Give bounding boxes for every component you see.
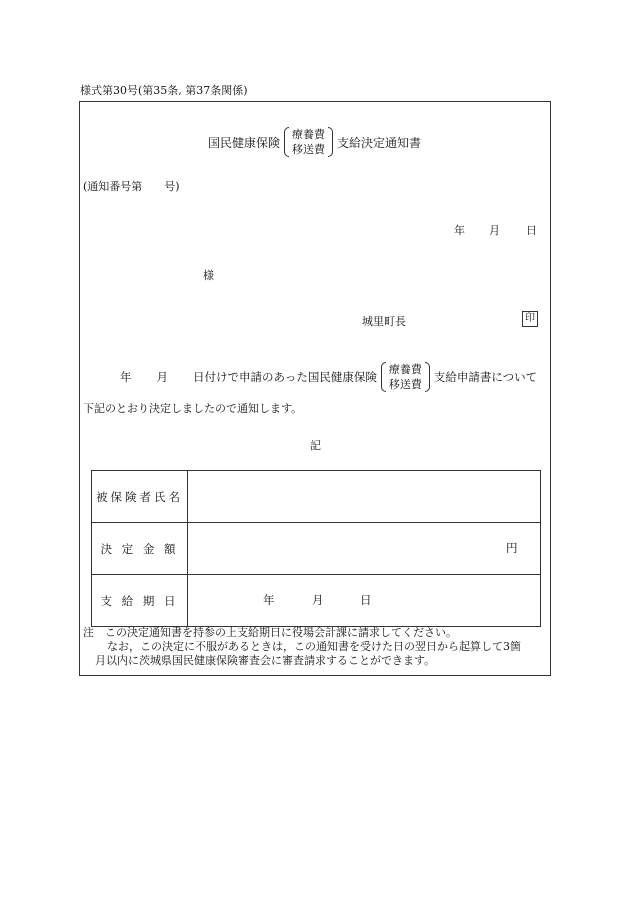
body-right-brace-icon — [425, 362, 430, 392]
request-date-year: 年 — [120, 370, 132, 384]
request-sentence-text: 日付けで申請のあった国民健康保険 — [193, 370, 377, 384]
notice-number: (通知番号第 号) — [83, 180, 180, 193]
insured-name-label: 被保険者氏名 — [92, 471, 188, 523]
table-row — [92, 471, 541, 523]
title-brace-item-1: 療養費 — [292, 128, 326, 141]
notice-frame — [79, 101, 551, 676]
decision-detail-table — [91, 470, 541, 627]
issue-date-day: 日 — [526, 224, 537, 237]
title-prefix: 国民健康保険 — [208, 135, 281, 150]
note-line-2: なお，この決定に不服があるときは，この通知書を受けた日の翌日から起算して3箇 — [107, 640, 521, 653]
amount-unit-yen: 円 — [506, 541, 518, 555]
issue-date-month: 月 — [489, 224, 500, 237]
issue-date-year: 年 — [454, 224, 465, 237]
payment-date-year: 年 — [263, 593, 275, 607]
title-brace-item-2: 移送費 — [292, 143, 326, 156]
form-number-label: 様式第30号(第35条, 第37条関係) — [80, 84, 248, 97]
title-suffix: 支給決定通知書 — [337, 135, 422, 150]
payment-date-value — [188, 575, 541, 627]
ki-heading: 記 — [310, 439, 321, 452]
payment-date-label: 支 給 期 日 — [92, 575, 188, 627]
notes-section — [83, 626, 521, 668]
seal-mark: 印 — [522, 311, 538, 327]
body-brace-item-2: 移送費 — [388, 378, 422, 391]
document-title — [208, 122, 421, 162]
seal-mark-icon — [522, 311, 538, 327]
title-brace-group — [284, 127, 333, 157]
request-sentence-end: 支給申請書について — [433, 370, 538, 384]
request-sentence — [120, 357, 537, 397]
body-brace-item-1: 療養費 — [388, 363, 422, 376]
note-line-1: 注 この決定通知書を持参の上支給期日に役場会計課に請求してください。 — [83, 626, 457, 639]
table-row — [92, 575, 541, 627]
addressee-honorific: 様 — [203, 269, 214, 282]
body-brace-group — [381, 362, 430, 392]
insured-name-value — [188, 471, 541, 523]
payment-date-day: 日 — [360, 593, 372, 607]
right-brace-icon — [328, 127, 333, 157]
payment-date-month: 月 — [312, 593, 324, 607]
note-line-3: 月以内に茨城県国民健康保険審査会に審査請求することができます。 — [95, 654, 436, 667]
request-date-month: 月 — [156, 370, 168, 384]
decision-sentence: 下記のとおり決定しましたので通知します。 — [83, 402, 303, 415]
decided-amount-value — [188, 523, 541, 575]
decided-amount-label: 決 定 金 額 — [92, 523, 188, 575]
table-row — [92, 523, 541, 575]
issuer-name: 城里町長 — [362, 315, 406, 328]
